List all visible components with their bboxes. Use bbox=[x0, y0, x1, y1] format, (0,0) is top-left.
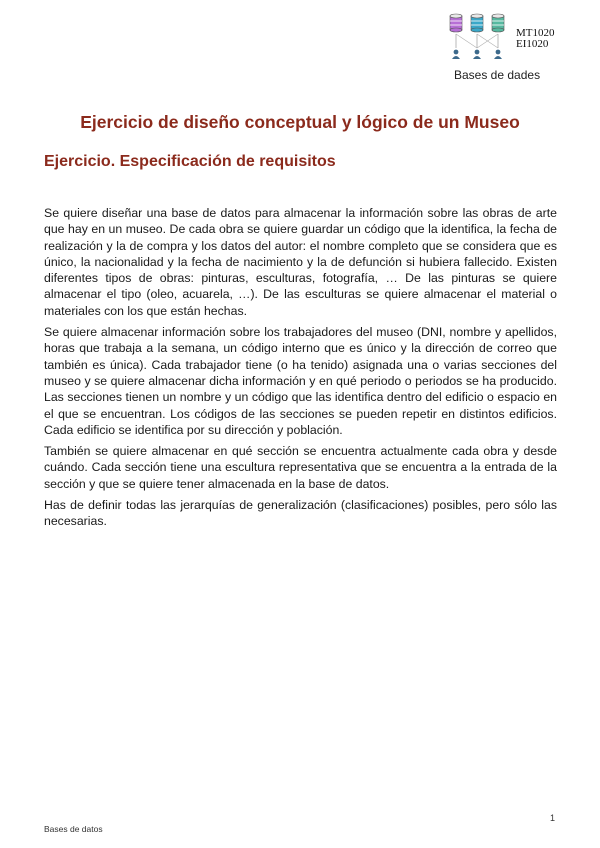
paragraph-hierarchies: Has de definir todas las jerarquías de generalización (clasificaciones) posibles, pero sólo las necesarias. bbox=[44, 498, 557, 529]
paragraph-artworks: Se quiere diseñar una base de datos para almacenar la información sobre las obras de arte que hay en un museo. De cada obra se quiere guardar un código que la identifica, la fecha de realización y la de compra y los datos del autor: el nombre completo que se considera que es único, la nacionalidad y la fecha de nacimiento y la de defunción si hubiera fallecido. Existen diferentes tipos de obras: pinturas, esculturas, fotografía, … De las pinturas se quiere almacenar el tipo (oleo, acuarela, …). De las esculturas se quiere almacenar el material o materiales con los que están hechas. bbox=[44, 206, 557, 318]
page-number: 1 bbox=[549, 813, 555, 823]
database-network-icon bbox=[448, 12, 514, 64]
page-title: Ejercicio de diseño conceptual y lógico de un Museo bbox=[80, 112, 520, 132]
requirements-text bbox=[44, 205, 557, 535]
footer-label: Bases de datos bbox=[44, 824, 103, 834]
paragraph-sections: También se quiere almacenar en qué sección se encuentra actualmente cada obra y desde cuándo. Cada sección tiene una escultura representativa que se encuentra a la entrada de la sección y que se quiere tener almacenada en la base de datos. bbox=[44, 444, 557, 491]
course-logo bbox=[448, 12, 560, 84]
course-code-ei: EI1020 bbox=[516, 38, 549, 50]
logo-caption: Bases de dades bbox=[454, 68, 541, 82]
course-code-mt: MT1020 bbox=[516, 27, 555, 39]
section-heading: Ejercicio. Especificación de requisitos bbox=[44, 153, 336, 170]
paragraph-workers: Se quiere almacenar información sobre los trabajadores del museo (DNI, nombre y apellidos, horas que trabaja a la semana, un código interno que es único y la dirección de correo que también es única). Cada trabajador tiene (o ha tenido) asignada una o varias secciones del museo y se quiere almacenar dicha información y en qué periodo o periodos se ha producido. Las secciones tienen un nombre y un código que las identifica dentro del edificio o espacio en el que se encuentran. Los códigos de las secciones se pueden repetir en distintos edificios. Cada edificio se identifica por su dirección y población. bbox=[44, 325, 557, 437]
